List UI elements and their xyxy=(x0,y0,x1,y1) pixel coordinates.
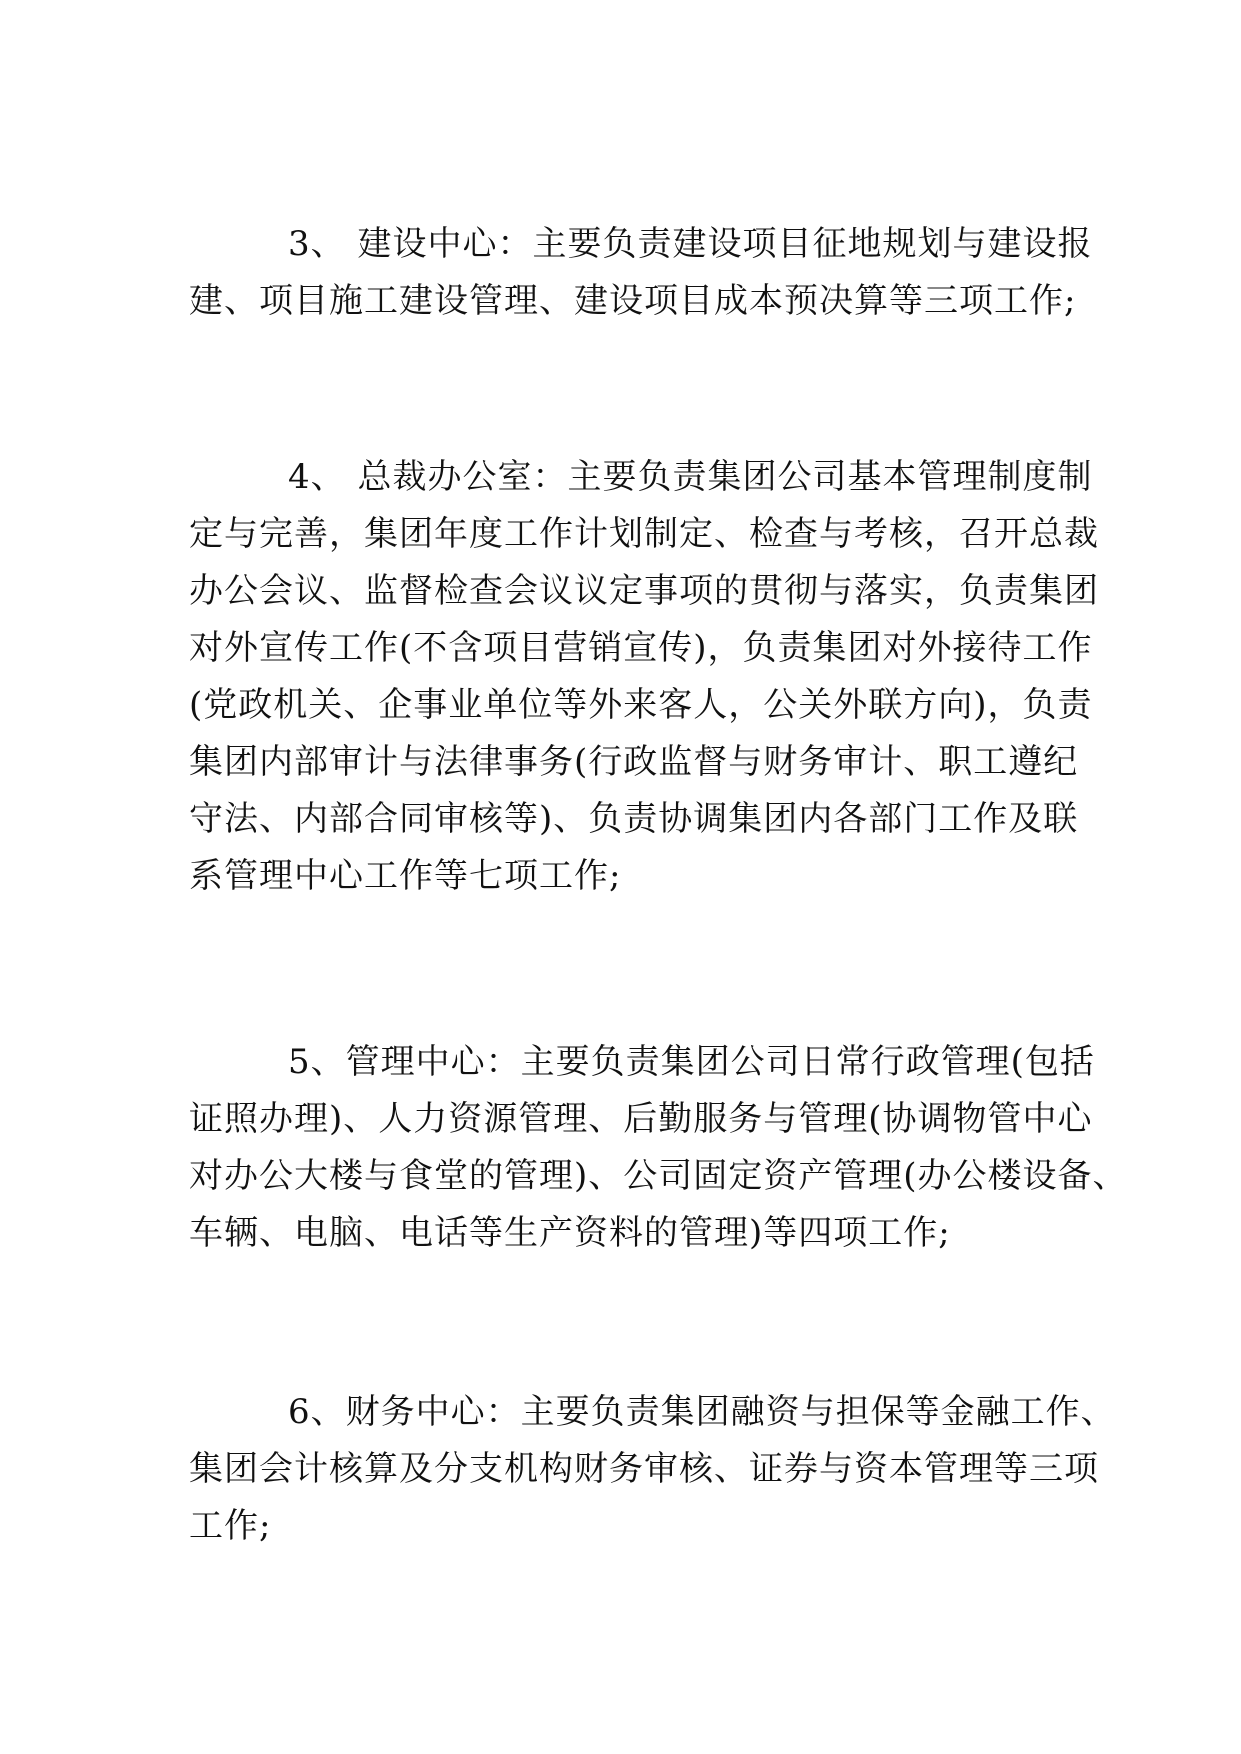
paragraph-construction-center xyxy=(189,216,1093,330)
paragraph-line: 定与完善，集团年度工作计划制定、检查与考核，召开总裁 xyxy=(189,514,1099,554)
paragraph-line: 办公会议、监督检查会议议定事项的贯彻与落实，负责集团 xyxy=(189,571,1099,611)
paragraph-line: 集团内部审计与法律事务(行政监督与财务审计、职工遵纪 xyxy=(189,742,1079,782)
paragraph-line: 守法、内部合同审核等)、负责协调集团内各部门工作及联 xyxy=(189,799,1079,839)
paragraph-line: 车辆、电脑、电话等生产资料的管理)等四项工作; xyxy=(189,1213,951,1253)
paragraph-line: 工作; xyxy=(189,1506,272,1546)
paragraph-line: 建、项目施工建设管理、建设项目成本预决算等三项工作; xyxy=(189,281,1077,321)
paragraph-line: 对办公大楼与食堂的管理)、公司固定资产管理(办公楼设备、 xyxy=(189,1156,1128,1196)
paragraph-finance-center xyxy=(189,1384,1116,1555)
paragraph-line: (党政机关、企事业单位等外来客人，公关外联方向)，负责 xyxy=(189,685,1093,725)
paragraph-line: 证照办理)、人力资源管理、后勤服务与管理(协调物管中心 xyxy=(189,1099,1093,1139)
paragraph-line: 集团会计核算及分支机构财务审核、证券与资本管理等三项 xyxy=(189,1449,1099,1489)
paragraph-president-office xyxy=(189,449,1099,905)
paragraph-line: 6、财务中心：主要负责集团融资与担保等金融工作、 xyxy=(288,1392,1116,1432)
paragraph-line: 系管理中心工作等七项工作; xyxy=(189,856,622,896)
paragraph-management-center xyxy=(189,1034,1128,1262)
paragraph-line: 5、管理中心：主要负责集团公司日常行政管理(包括 xyxy=(288,1042,1095,1082)
paragraph-line: 3、 建设中心：主要负责建设项目征地规划与建设报 xyxy=(288,224,1093,264)
paragraph-line: 4、 总裁办公室：主要负责集团公司基本管理制度制 xyxy=(288,457,1093,497)
paragraph-line: 对外宣传工作(不含项目营销宣传)，负责集团对外接待工作 xyxy=(189,628,1093,668)
